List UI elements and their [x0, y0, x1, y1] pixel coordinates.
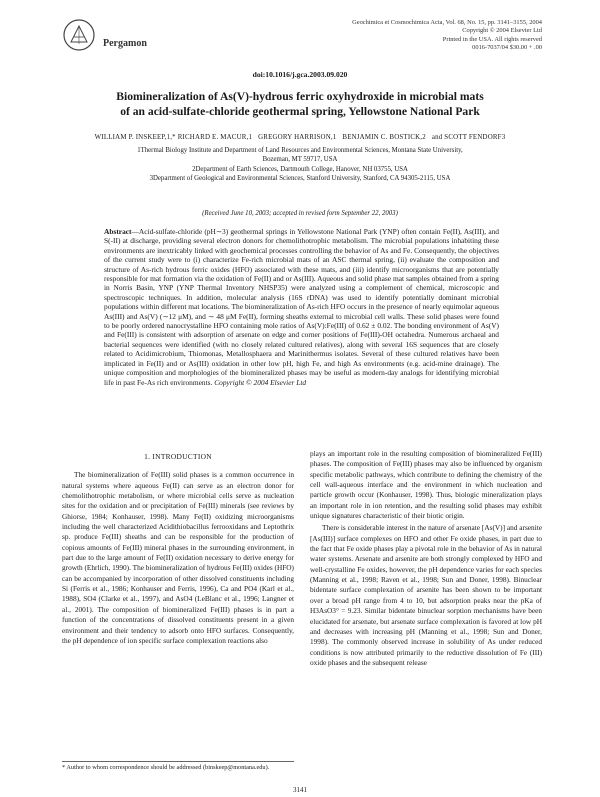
- journal-info: [282, 19, 542, 53]
- abstract-text: —Acid-sulfate-chloride (pH∼3) geothermal springs in Yellowstone National Park (YNP) often contain Fe(II), As(III), and S(-II) at discharge, providing several electron donors for chemolithotrophic metabolism. The microbial populations inhabiting these environments are inextricably linked with geochemical processes controlling the behavior of As and Fe. Consequently, the objectives of the current study were to (i) characterize Fe-rich microbial mats of an ASC thermal spring, (ii) evaluate the composition and structure of As-rich hydrous ferric oxides (HFO) associated with these mats, and (iii) identify microorganisms that are potentially responsible for mat formation via the oxidation of Fe(II) and or As(III). Aqueous and solid phase mat samples obtained from a spring in Norris Basin, YNP (YNP Thermal Inventory NHSP35) were analyzed using a complement of chemical, microscopic and spectroscopic techniques. In addition, molecular analysis (16S rDNA) was used to identify potentially dominant microbial populations within different mat locations. The biomineralization of As-rich HFO occurs in the presence of nearly equimolar aqueous As(III) and As(V) (∼12 μM), and ∼ 48 μM Fe(II), forming sheaths external to microbial cell walls. These solid phases were found to be poorly ordered nanocrystalline HFO containing mole ratios of As(V):Fe(III) of 0.62 ± 0.02. The bonding environment of As(V) and Fe(III) is consistent with adsorption of arsenate on edge and corner positions of Fe(III)-OH octahedra. Numerous archaeal and bacterial sequences were identified (with no closely related cultured relatives), along with several 16S sequences that are closely related to Acidimicrobium, Thiomonas, Metallosphaera and Marinithermus isolates. Several of these cultured relatives have been implicated in Fe(II) and or As(III) oxidation in other low pH, high Fe, and high As environments (e.g. acid-mine drainage). The unique composition and morphologies of the biomineralized phases may be useful as modern-day analogs for identifying microbial life in past Fe-As rich environments.: [104, 227, 499, 387]
- received-dates: (Received June 10, 2003; accepted in revised form September 22, 2003): [202, 210, 398, 217]
- correspondence-footnote: * Author to whom correspondence should be addressed (binskeep@montana.edu).: [62, 764, 270, 771]
- affiliation-1: 1Thermal Biology Institute and Department of Land Resources and Environmental Sciences, Montana State University,: [137, 147, 463, 154]
- publisher-name: Pergamon: [103, 38, 147, 49]
- affiliation-2: 2Department of Earth Sciences, Dartmouth College, Hanover, NH 03755, USA: [192, 165, 408, 173]
- doi: doi:10.1016/j.gca.2003.09.020: [252, 70, 348, 79]
- author-group-2: GREGORY HARRISON,1: [258, 134, 337, 141]
- journal-citation: Geochimica et Cosmochimica Acta, Vol. 68, No. 15, pp. 3141–3155, 2004: [352, 19, 542, 26]
- section-heading-introduction: 1. INTRODUCTION: [144, 452, 212, 461]
- pergamon-logo: [62, 18, 96, 52]
- page-number: 3141: [293, 786, 307, 794]
- intro-paragraph-2: There is considerable interest in the nature of arsenate [As(V)] and arsenite [As(III)] surface complexes on HFO and other Fe oxide phases, in part due to the fact that Fe oxide phases play a pivotal role in the behavior of As in natural water systems. Arsenate and arsenite are both strongly complexed by HFO and well-crystalline Fe oxides, however, the pH dependence varies for each species (Manning et al., 1998; Raven et al., 1998; Sun and Doner, 1998). Binuclear bidentate surface complexation of arsenite has been shown to be important over a broad pH range from 4 to 10, but adsorption peaks near the pKa of H3AsO3° = 9.23. Similar bidentate binuclear sorption mechanisms have been elucidated for arsenate, but arsenate surface complexation is favored at low pH and decreases with increasing pH (Manning et al., 1998; Sun and Doner, 1998). The commonly observed increase in solubility of As under reduced conditions is now attributed primarily to the reductive dissolution of Fe (III) oxide phases and the subsequent release: [310, 523, 542, 667]
- affiliation-3: 3Department of Geological and Environmental Sciences, Stanford University, Stanford, CA 94305-2115, USA: [149, 174, 451, 182]
- left-column: [62, 452, 294, 646]
- title-line-1: Biomineralization of As(V)-hydrous ferric oxyhydroxide in microbial mats: [116, 90, 484, 103]
- journal-printed: Printed in the USA. All rights reserved: [442, 35, 542, 43]
- author-list: [30, 134, 570, 141]
- intro-paragraph-1: The biomineralization of Fe(III) solid phases is a common occurrence in natural systems where aqueous Fe(II) can serve as an electron donor for chemolithotrophic metabolism, or where microbial cells serve as nucleation sites for the oxidation and or precipitation of Fe(III) minerals (see reviews by Ghiorse, 1984; Konhauser, 1998). Many Fe(II) oxidizing microorganisms including the well characterized Acidithiobacillus ferrooxidans and Leptothrix sp. produce Fe(III) sheaths and can be responsible for the production of copious amounts of Fe(III) mineral phases in the surrounding environment, in part due to the large amount of Fe(II) oxidation necessary to derive energy for growth (Ehrlich, 1990). The biomineralization of hydrous Fe(III) oxides (HFO) can be accompanied by incorporation of other dissolved constituents including Si (Ferris et al., 1986; Konhauser and Ferris, 1996), Ca and PO4 (Karl et al., 1988), SO4 (Clarke et al., 1997), and AsO4 (LeBlanc et al., 1996; Langner et al., 2001). The composition of biomineralized Fe(III) phases is in part a function of the concentrations of dissolved constituents present in a given environment and their tendency to adsorb onto HFO surfaces. Consequently, the pH dependence of ion specific surface complexation reactions also: [62, 470, 294, 645]
- title-line-2: of an acid-sulfate-chloride geothermal spring, Yellowstone National Park: [120, 104, 480, 118]
- abstract-copyright: Copyright © 2004 Elsevier Ltd: [214, 377, 307, 387]
- intro-paragraph-1-cont: plays an important role in the resulting composition of biomineralized Fe(III) phases. The composition of Fe(III) phases may also be influenced by organism specific metabolic pathways, which contribute to defining the chemistry of the cell wall-aqueous interface and the environment in which nucleation and particle growth occur (Konhauser, 1998). Thus, biologic mineralization plays an important role in ion retention, and the resulting solid phases may exhibit unique signatures characteristic of their biotic origin.: [310, 449, 542, 521]
- affiliations: [40, 146, 560, 183]
- right-column: [310, 449, 542, 676]
- author-group-3: BENJAMIN C. BOSTICK,2: [342, 134, 426, 141]
- footnote-divider: [62, 761, 294, 762]
- abstract-label: Abstract: [104, 227, 132, 236]
- author-group-4: and SCOTT FENDORF3: [431, 134, 506, 141]
- abstract: [104, 227, 499, 387]
- journal-copyright: Copyright © 2004 Elsevier Ltd: [462, 27, 542, 35]
- author-group-1: WILLIAM P. INSKEEP,1,* RICHARD E. MACUR,1: [94, 134, 253, 141]
- paper-title: [40, 90, 560, 119]
- affiliation-1-cont: Bozeman, MT 59717, USA: [262, 156, 338, 164]
- journal-issn: 0016-7037/04 $30.00 + .00: [472, 44, 542, 52]
